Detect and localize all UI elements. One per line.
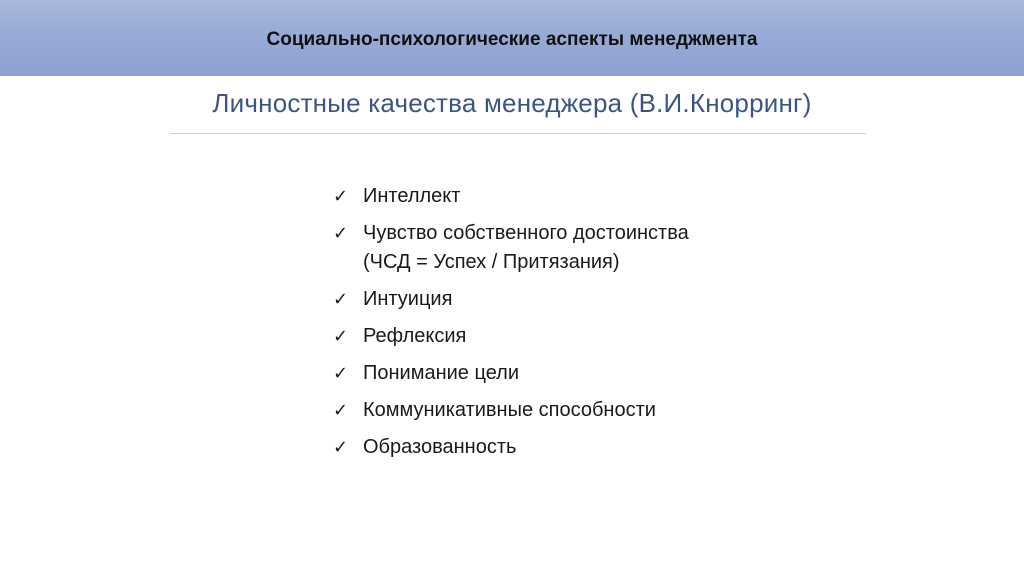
- header-title: Социально-психологические аспекты менеджмента: [266, 29, 758, 50]
- list-item: [333, 219, 793, 277]
- check-icon: ✓: [333, 326, 349, 347]
- list-item: [333, 433, 793, 462]
- qualities-list: [333, 182, 793, 470]
- list-item-text: Образованность: [363, 436, 517, 458]
- list-item-text: Рефлексия: [363, 325, 467, 347]
- slide-subtitle: Личностные качества менеджера (В.И.Кнорринг): [212, 88, 812, 118]
- list-item-text: Коммуникативные способности: [363, 399, 656, 421]
- list-item-text: Понимание цели: [363, 362, 520, 384]
- subtitle-divider: [170, 133, 866, 134]
- check-icon: ✓: [333, 289, 349, 310]
- list-item: [333, 182, 793, 211]
- list-item: [333, 359, 793, 388]
- check-icon: ✓: [333, 186, 349, 207]
- check-icon: ✓: [333, 223, 349, 244]
- check-icon: ✓: [333, 363, 349, 384]
- list-item-text: Чувство собственного достоинства (ЧСД = Успех / Притязания): [363, 222, 689, 273]
- check-icon: ✓: [333, 437, 349, 458]
- list-item-text: Интеллект: [363, 185, 461, 207]
- list-item: [333, 396, 793, 425]
- list-item: [333, 322, 793, 351]
- list-item: [333, 285, 793, 314]
- list-item-text: Интуиция: [363, 288, 453, 310]
- check-icon: ✓: [333, 400, 349, 421]
